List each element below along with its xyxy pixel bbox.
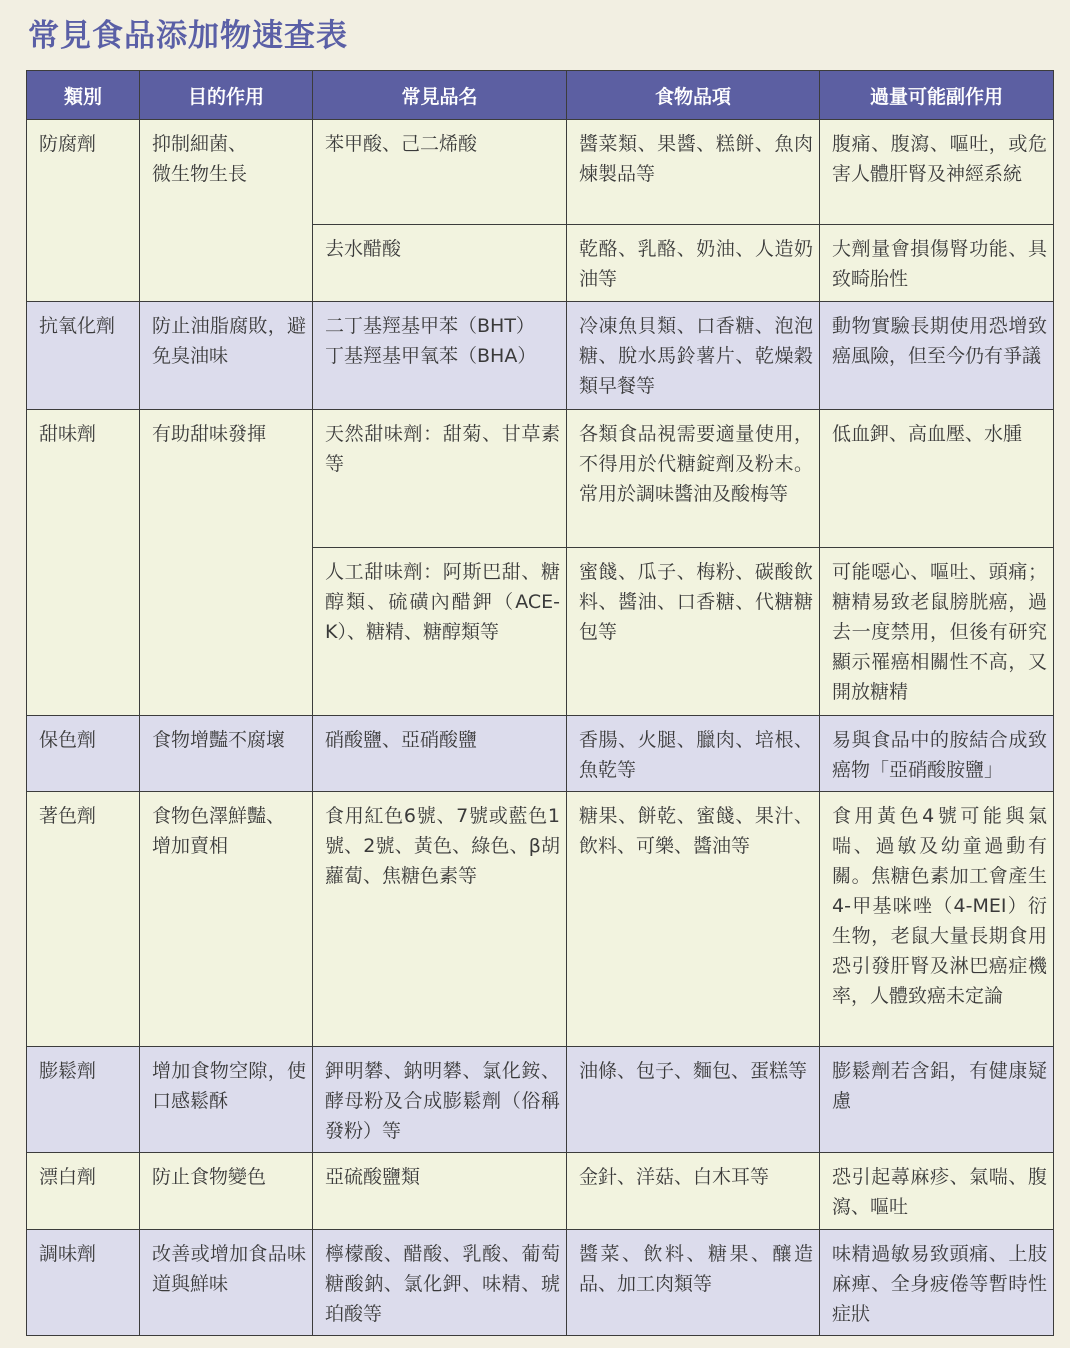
product-name-cell: 天然甜味劑：甜菊、甘草素等 <box>313 410 567 548</box>
side-effects-cell: 易與食品中的胺結合成致癌物「亞硝酸胺鹽」 <box>820 716 1054 792</box>
purpose-cell: 增加食物空隙，使口感鬆酥 <box>140 1047 313 1153</box>
product-name-cell: 二丁基羥基甲苯（BHT） 丁基羥基甲氧苯（BHA） <box>313 302 567 410</box>
category-cell: 保色劑 <box>27 716 140 792</box>
food-items-cell: 醬菜、飲料、糖果、釀造品、加工肉類等 <box>567 1230 820 1336</box>
table-row <box>27 1047 1054 1153</box>
category-cell: 甜味劑 <box>27 410 140 716</box>
table-header-row <box>27 71 1054 120</box>
product-name-cell: 檸檬酸、醋酸、乳酸、葡萄糖酸鈉、氯化鉀、味精、琥珀酸等 <box>313 1230 567 1336</box>
product-name-cell: 苯甲酸、己二烯酸 <box>313 120 567 225</box>
side-effects-cell: 恐引起蕁麻疹、氣喘、腹瀉、嘔吐 <box>820 1153 1054 1230</box>
purpose-cell: 食物色澤鮮豔、 增加賣相 <box>140 792 313 1047</box>
food-items-cell: 冷凍魚貝類、口香糖、泡泡糖、脫水馬鈴薯片、乾燥穀類早餐等 <box>567 302 820 410</box>
page-title: 常見食品添加物速查表 <box>28 18 348 54</box>
food-items-cell: 各類食品視需要適量使用，不得用於代糖錠劑及粉末。常用於調味醬油及酸梅等 <box>567 410 820 548</box>
product-name-cell: 硝酸鹽、亞硝酸鹽 <box>313 716 567 792</box>
product-name-cell: 鉀明礬、鈉明礬、氯化銨、酵母粉及合成膨鬆劑（俗稱發粉）等 <box>313 1047 567 1153</box>
side-effects-cell: 食用黃色4號可能與氣喘、過敏及幼童過動有關。焦糖色素加工會產生4-甲基咪唑（4-MEI）衍生物，老鼠大量長期食用恐引發肝腎及淋巴癌症機率，人體致癌未定論 <box>820 792 1054 1047</box>
category-cell: 膨鬆劑 <box>27 1047 140 1153</box>
product-name-cell: 去水醋酸 <box>313 225 567 302</box>
table-row <box>27 302 1054 410</box>
category-cell: 防腐劑 <box>27 120 140 302</box>
header-side-effects: 過量可能副作用 <box>820 71 1054 120</box>
header-product-names: 常見品名 <box>313 71 567 120</box>
table-row <box>27 1153 1054 1230</box>
side-effects-cell: 低血鉀、高血壓、水腫 <box>820 410 1054 548</box>
purpose-cell: 改善或增加食品味道與鮮味 <box>140 1230 313 1336</box>
category-cell: 調味劑 <box>27 1230 140 1336</box>
purpose-cell: 防止食物變色 <box>140 1153 313 1230</box>
additives-table <box>26 70 1054 1336</box>
product-name-cell: 食用紅色6號、7號或藍色1號、2號、黃色、綠色、β胡蘿蔔、焦糖色素等 <box>313 792 567 1047</box>
header-food-items: 食物品項 <box>567 71 820 120</box>
food-items-cell: 糖果、餅乾、蜜餞、果汁、飲料、可樂、醬油等 <box>567 792 820 1047</box>
food-items-cell: 乾酪、乳酪、奶油、人造奶油等 <box>567 225 820 302</box>
table-row <box>27 1230 1054 1336</box>
side-effects-cell: 可能噁心、嘔吐、頭痛；糖精易致老鼠膀胱癌，過去一度禁用，但後有研究顯示罹癌相關性不高，又開放糖精 <box>820 548 1054 716</box>
header-category: 類別 <box>27 71 140 120</box>
side-effects-cell: 膨鬆劑若含鋁，有健康疑慮 <box>820 1047 1054 1153</box>
food-items-cell: 醬菜類、果醬、糕餅、魚肉煉製品等 <box>567 120 820 225</box>
header-purpose: 目的作用 <box>140 71 313 120</box>
category-cell: 漂白劑 <box>27 1153 140 1230</box>
food-items-cell: 蜜餞、瓜子、梅粉、碳酸飲料、醬油、口香糖、代糖糖包等 <box>567 548 820 716</box>
table-row <box>27 716 1054 792</box>
purpose-cell: 抑制細菌、 微生物生長 <box>140 120 313 302</box>
category-cell: 抗氧化劑 <box>27 302 140 410</box>
food-items-cell: 香腸、火腿、臘肉、培根、魚乾等 <box>567 716 820 792</box>
product-name-cell: 亞硫酸鹽類 <box>313 1153 567 1230</box>
purpose-cell: 防止油脂腐敗，避免臭油味 <box>140 302 313 410</box>
purpose-cell: 有助甜味發揮 <box>140 410 313 716</box>
side-effects-cell: 腹痛、腹瀉、嘔吐，或危害人體肝腎及神經系統 <box>820 120 1054 225</box>
side-effects-cell: 動物實驗長期使用恐增致癌風險，但至今仍有爭議 <box>820 302 1054 410</box>
table-row <box>27 410 1054 548</box>
food-items-cell: 金針、洋菇、白木耳等 <box>567 1153 820 1230</box>
table-row <box>27 792 1054 1047</box>
food-items-cell: 油條、包子、麵包、蛋糕等 <box>567 1047 820 1153</box>
side-effects-cell: 大劑量會損傷腎功能、具致畸胎性 <box>820 225 1054 302</box>
purpose-cell: 食物增豔不腐壞 <box>140 716 313 792</box>
product-name-cell: 人工甜味劑：阿斯巴甜、糖醇類、硫磺內醋鉀（ACE-K）、糖精、糖醇類等 <box>313 548 567 716</box>
category-cell: 著色劑 <box>27 792 140 1047</box>
side-effects-cell: 味精過敏易致頭痛、上肢麻痺、全身疲倦等暫時性症狀 <box>820 1230 1054 1336</box>
table-row <box>27 120 1054 225</box>
